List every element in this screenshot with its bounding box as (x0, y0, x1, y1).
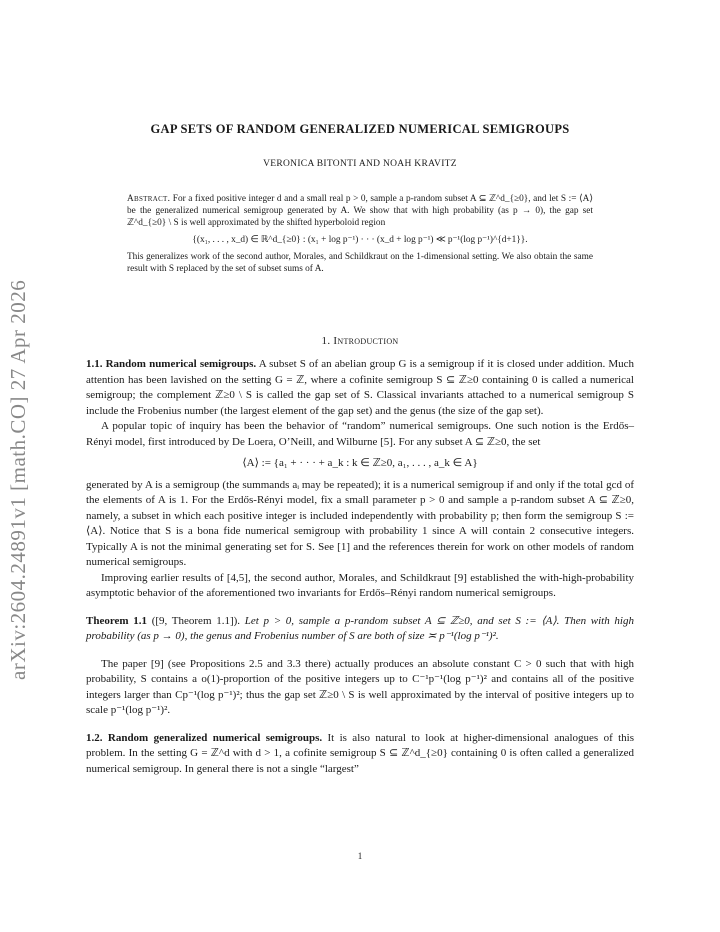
subsection-1-2-paragraph (86, 731, 634, 778)
abstract-text-2: This generalizes work of the second author, Morales, and Schildkraut on the 1-dimensional setting. We also obtain the same result with S replaced by the set of subset sums of A. (127, 252, 593, 274)
subsection-1-1-paragraph (86, 357, 634, 419)
subsection-1-1-p4: Improving earlier results of [4,5], the second author, Morales, and Schildkraut [9] established the with-high-probability asymptotic behavior of the aforementioned two invariants for Erdős–Rényi random numerical semigroups. (86, 571, 634, 599)
subsection-1-1-p2: A popular topic of inquiry has been the behavior of “random” numerical semigroups. One such notion is the Erdős–Rényi model, first introduced by De Loera, O’Neill, and Wilburne [5]. For any subset A ⊆ ℤ≥0, the set (86, 420, 634, 448)
paper-authors: VERONICA BITONTI AND NOAH KRAVITZ (263, 159, 457, 169)
subsection-1-1-p3: generated by A is a semigroup (the summands aᵢ may be repeated); it is a numerical semigroup if and only if the total gcd of the elements of A is 1. For the Erdős-Rényi model, fix a small parameter p > 0 and sample a p-random subset A ⊆ ℤ≥0, namely, a subset in which each positive integer is included independently with probability p; then form the semigroup S := ⟨A⟩. Notice that S is a bona fide numerical semigroup with probability 1 since A will contain 2 consecutive integers. Typically A is not the minimal generating set for S. See [1] and the references therein for work on other models of random numerical semigroups. (86, 478, 634, 568)
abstract-label: Abstract. (127, 194, 171, 204)
semigroup-definition-formula: ⟨A⟩ := {a₁ + · · · + a_k : k ∈ ℤ≥0, a₁, . . . , a_k ∈ A} (242, 457, 478, 469)
theorem-1-1 (86, 614, 634, 645)
intro-body (86, 357, 634, 777)
theorem-citation: ([9, Theorem 1.1]). (151, 614, 241, 627)
subsection-1-2-heading: 1.2. Random generalized numerical semigroups. (86, 731, 323, 744)
abstract (127, 193, 593, 275)
theorem-label: Theorem 1.1 (86, 614, 148, 627)
section-heading-introduction: 1. Introduction (321, 335, 399, 347)
subsection-1-2-text: It is also natural to look at higher-dimensional analogues of this problem. In the setting G = ℤ^d with d > 1, a cofinite semigroup S ⊆ ℤ^d_{≥0} containing 0 is often called a generalized numerical semigroup. In general there is not a single “largest” (86, 731, 635, 775)
theorem-statement: Let p > 0, sample a p-random subset A ⊆ ℤ≥0, and set S := ⟨A⟩. Then with high probability (as p → 0), the genus and Frobenius number of S are both of size ≍ p⁻¹(log p⁻¹)². (86, 614, 634, 642)
subsection-1-1-heading: 1.1. Random numerical semigroups. (86, 358, 257, 370)
paragraph-after-theorem: The paper [9] (see Propositions 2.5 and 3.3 there) actually produces an absolute constant C > 0 such that with high probability, S contains a o(1)-proportion of the positive integers up to C⁻¹p⁻¹(log p⁻¹)² and contains all of the positive integers larger than Cp⁻¹(log p⁻¹)²; thus the gap set ℤ≥0 \ S is well approximated by the interval of positive integers up to scale p⁻¹(log p⁻¹)². (86, 657, 634, 716)
abstract-text-1: For a fixed positive integer d and a small real p > 0, sample a p-random subset A ⊆ ℤ^d_{≥0}, and let S := ⟨A⟩ be the generalized numerical semigroup generated by A. We show that with high probability (as p → 0), the gap set ℤ^d_{≥0} \ S is well approximated by the shifted hyperboloid region (127, 194, 593, 228)
paper-title: GAP SETS OF RANDOM GENERALIZED NUMERICAL SEMIGROUPS (150, 122, 570, 136)
abstract-display-formula: {(x₁, . . . , x_d) ∈ ℝ^d_{≥0} : (x₁ + log p⁻¹) · · · (x_d + log p⁻¹) ≪ p⁻¹(log p⁻¹)^{d+1}}. (192, 235, 528, 245)
arxiv-stamp: arXiv:2604.24891v1 [math.CO] 27 Apr 2026 (6, 279, 30, 680)
page-number: 1 (357, 851, 363, 861)
subsection-1-1-p1: A subset S of an abelian group G is a semigroup if it is closed under addition. Much attention has been lavished on the setting G = ℤ, where a cofinite semigroup S ⊆ ℤ≥0 containing 0 is called a numerical semigroup; the complement ℤ≥0 \ S is called the gap set of S. Classical invariants attached to a numerical semigroup S include the Frobenius number (the largest element of the gap set) and the genus (the size of the gap set). (86, 358, 634, 417)
